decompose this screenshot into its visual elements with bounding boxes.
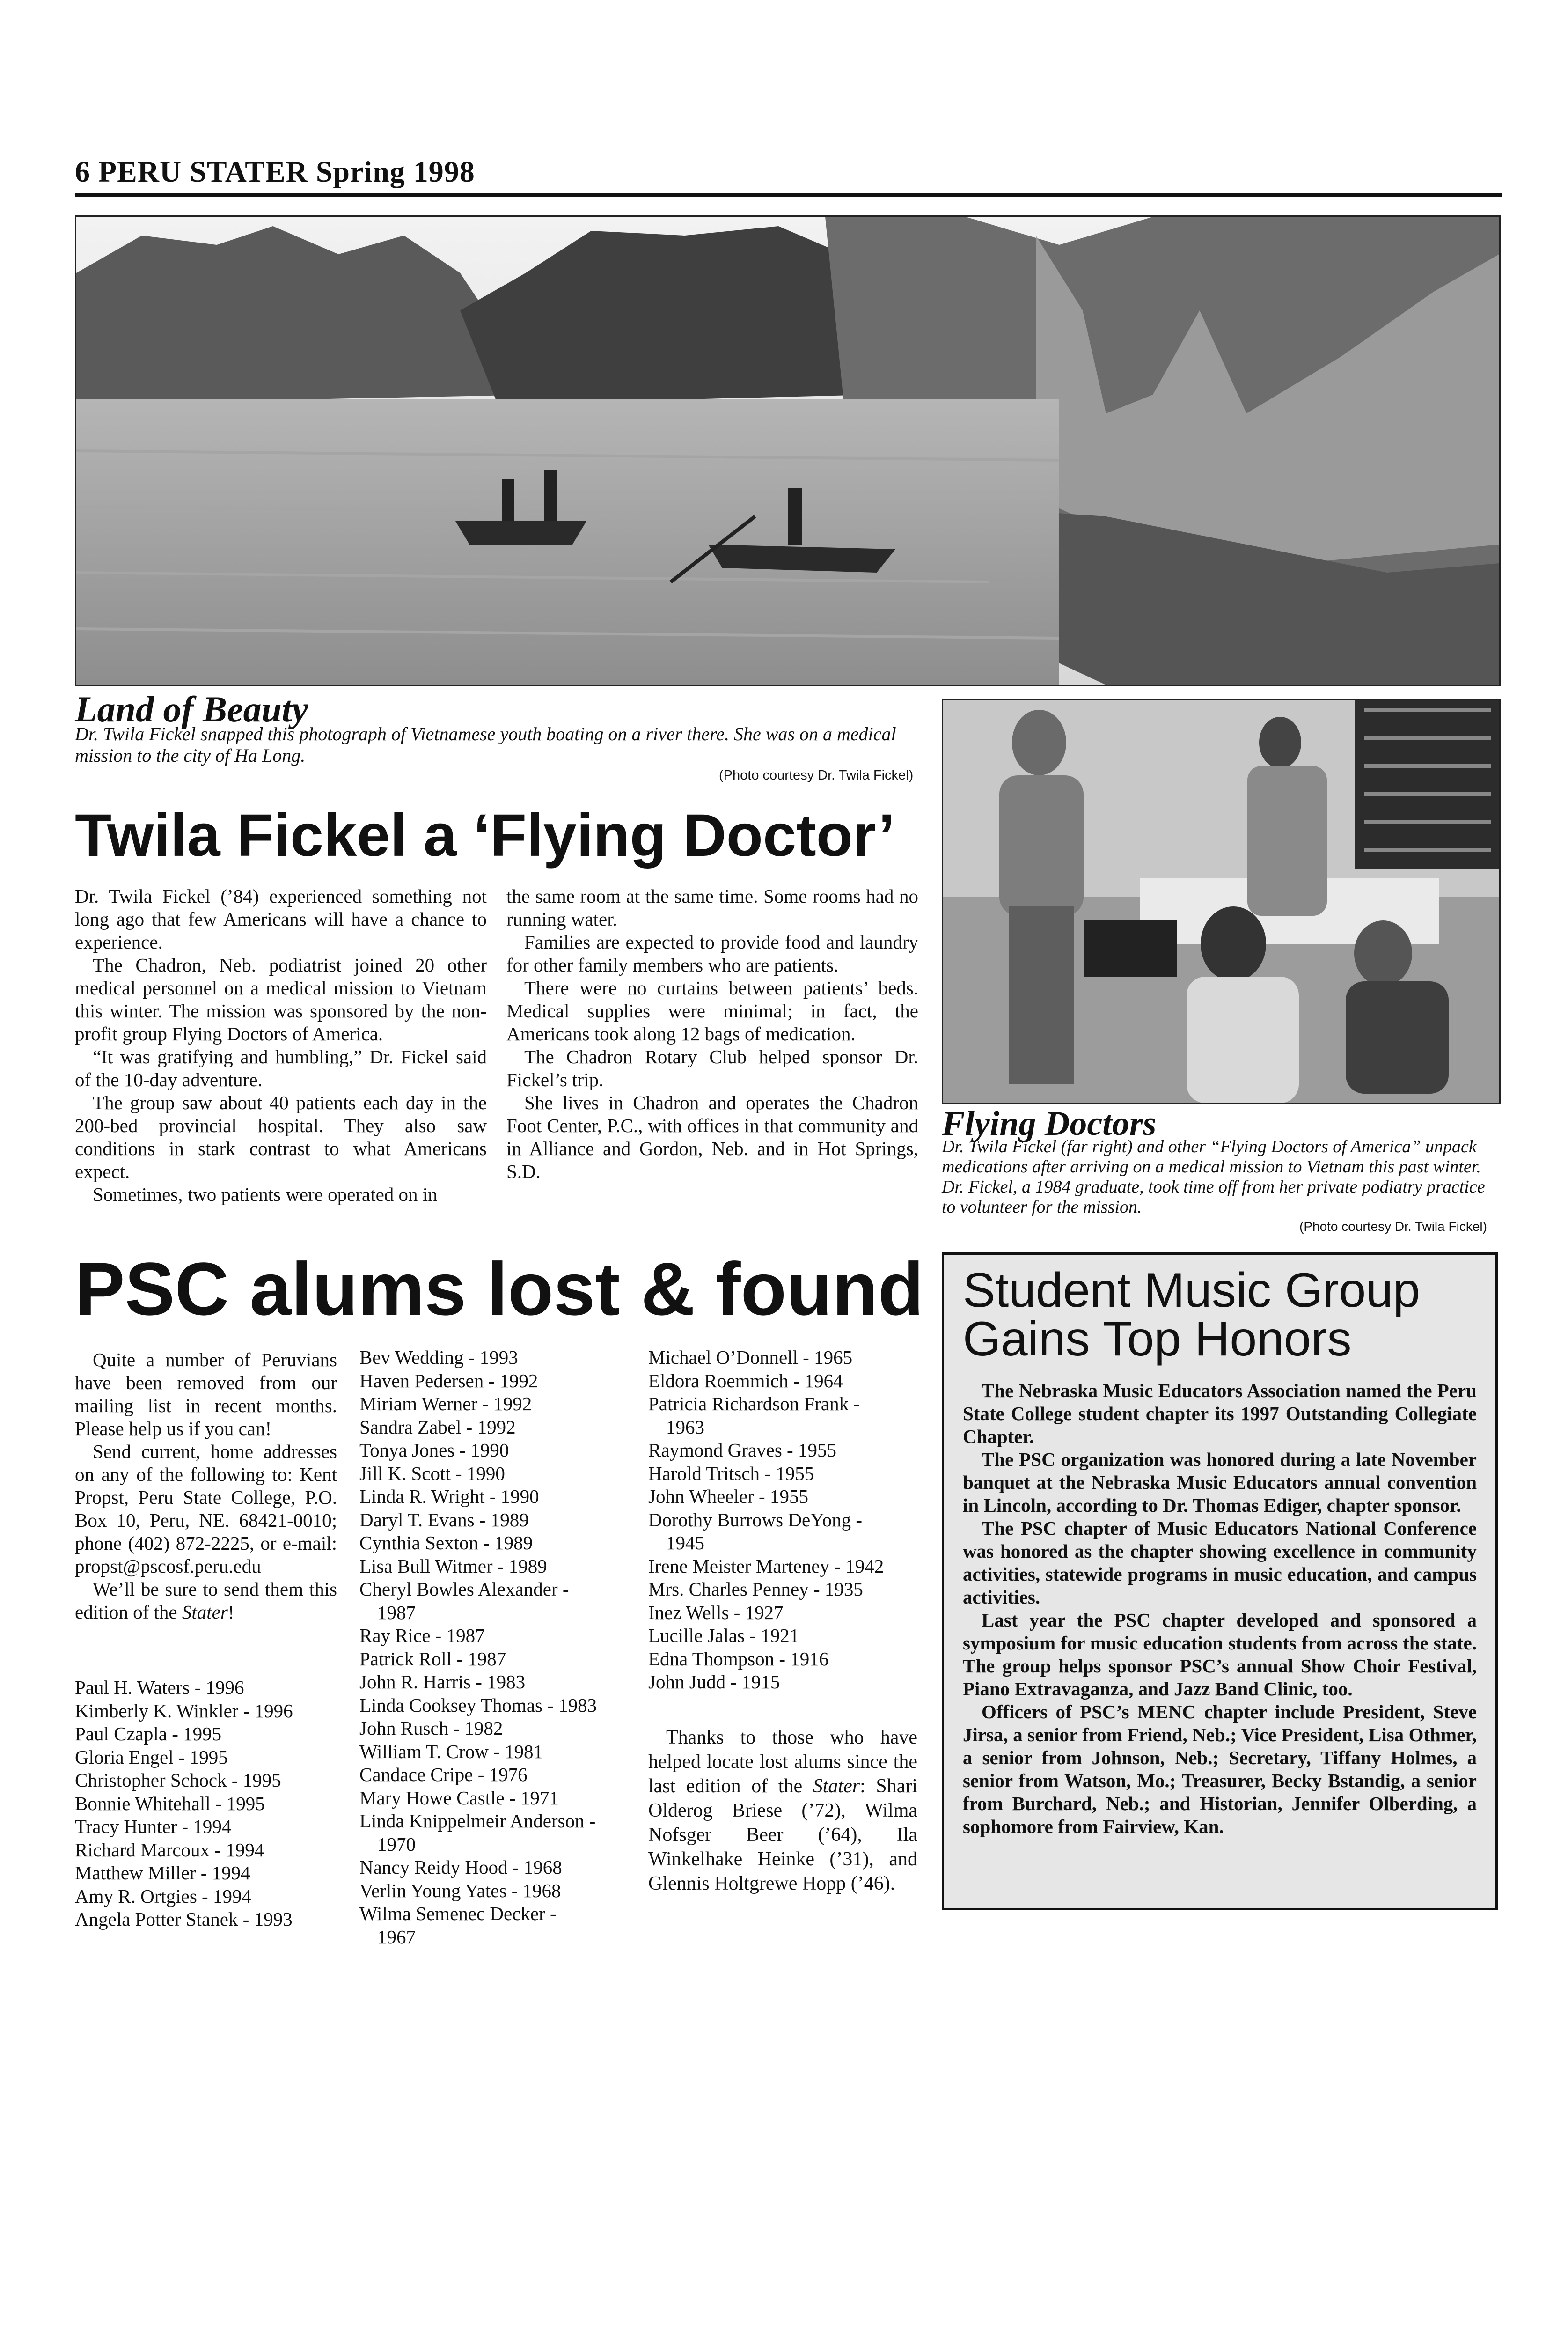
article-paragraph: “It was gratifying and humbling,” Dr. Fickel said of the 10-day adventure. [75, 1046, 487, 1090]
article-paragraph: Families are expected to provide food and laundry for other family members who are patients. [506, 931, 918, 976]
list-item: Gloria Engel - 1995 [75, 1746, 228, 1768]
list-item: Amy R. Ortgies - 1994 [75, 1885, 251, 1907]
list-item: Paul Czapla - 1995 [75, 1723, 222, 1745]
list-item: Linda Cooksey Thomas - 1983 [359, 1694, 597, 1716]
sidebar-paragraph: Last year the PSC chapter developed and sponsored a symposium for music education students from across the state. The group helps sponsor PSC’s annual Show Choir Festival, Piano Extravaganza, and Jazz Band Clinic, too. [963, 1609, 1477, 1700]
flying-doctors-credit: (Photo courtesy Dr. Twila Fickel) [1299, 1219, 1487, 1234]
alumni-list-1 [75, 1676, 337, 1931]
list-item: Mrs. Charles Penney - 1935 [648, 1578, 863, 1600]
lost-found-headline: PSC alums lost & found [75, 1247, 924, 1331]
list-item: Harold Tritsch - 1955 [648, 1462, 814, 1484]
list-item: Bev Wedding - 1993 [359, 1347, 518, 1368]
article-paragraph: There were no curtains between patients’ beds. Medical supplies were minimal; in fact, the Americans took along 12 bags of medication. [506, 977, 918, 1045]
intro-paragraph: We’ll be sure to send them this edition of the Stater! [75, 1578, 337, 1623]
flying-doctor-column-2 [506, 885, 918, 1183]
list-item: 1963 [666, 1416, 704, 1438]
list-item: Linda R. Wright - 1990 [359, 1486, 539, 1507]
list-item: 1945 [666, 1532, 704, 1553]
list-item: Haven Pedersen - 1992 [359, 1369, 538, 1391]
article-paragraph: Dr. Twila Fickel (’84) experienced something not long ago that few Americans will have a chance to experience. [75, 885, 487, 953]
list-item: Irene Meister Marteney - 1942 [648, 1555, 884, 1577]
list-item: Angela Potter Stanek - 1993 [75, 1908, 293, 1930]
article-paragraph: the same room at the same time. Some rooms had no running water. [506, 885, 918, 930]
land-of-beauty-credit: (Photo courtesy Dr. Twila Fickel) [719, 768, 914, 783]
sidebar-paragraph: Officers of PSC’s MENC chapter include President, Steve Jirsa, a senior from Friend, Neb.; Vice President, Lisa Othmer, a senior from Johnson, Neb.; Secretary, Tiffany Holmes, a senior from Watson, Mo.; Treasurer, Becky Bstandig, a senior from Burchard, Neb.; and Historian, Jennifer Olberding, a sophomore from Fairview, Kan. [963, 1701, 1477, 1837]
header-rule [75, 193, 1502, 197]
flying-doctors-caption-title: Flying Doctors [942, 1104, 1157, 1143]
list-item: Tracy Hunter - 1994 [75, 1816, 232, 1837]
list-item: Patricia Richardson Frank - [648, 1393, 860, 1414]
list-item: Tonya Jones - 1990 [359, 1439, 509, 1461]
list-item: Nancy Reidy Hood - 1968 [359, 1856, 562, 1878]
flying-doctor-column-1 [75, 885, 487, 1206]
sidebar-paragraph: The PSC chapter of Music Educators National Conference was honored as the chapter showing excellence in community activities, statewide programs in music education, and campus activities. [963, 1517, 1477, 1608]
lost-found-intro [75, 1348, 337, 1624]
list-item: Candace Cripe - 1976 [359, 1764, 528, 1785]
sidebar-headline: Student Music Group Gains Top Honors [963, 1263, 1420, 1366]
sidebar-paragraph: The Nebraska Music Educators Association named the Peru State College student chapter its 1997 Outstanding Collegiate Chapter. [963, 1380, 1477, 1447]
list-item: Sandra Zabel - 1992 [359, 1416, 516, 1438]
list-item: Richard Marcoux - 1994 [75, 1839, 264, 1861]
list-item: Jill K. Scott - 1990 [359, 1462, 505, 1484]
list-item: Miriam Werner - 1992 [359, 1393, 532, 1414]
article-paragraph: The group saw about 40 patients each day in the 200-bed provincial hospital. They also saw conditions in stark contrast to what Americans expect. [75, 1092, 487, 1182]
intro-paragraph: Quite a number of Peruvians have been removed from our mailing list in recent months. Please help us if you can! [75, 1349, 337, 1439]
list-item: Lucille Jalas - 1921 [648, 1625, 799, 1646]
list-item: Wilma Semenec Decker - [359, 1903, 557, 1924]
list-item: John Wheeler - 1955 [648, 1486, 808, 1507]
list-item: Paul H. Waters - 1996 [75, 1677, 244, 1698]
list-item: Lisa Bull Witmer - 1989 [359, 1555, 547, 1577]
list-item: Christopher Schock - 1995 [75, 1769, 281, 1791]
list-item: William T. Crow - 1981 [359, 1740, 543, 1762]
list-item: Patrick Roll - 1987 [359, 1648, 506, 1670]
list-item: Michael O’Donnell - 1965 [648, 1347, 853, 1368]
list-item: Verlin Young Yates - 1968 [359, 1879, 561, 1901]
flying-doctors-photo [942, 699, 1501, 1104]
list-item: Dorothy Burrows DeYong - [648, 1509, 863, 1531]
flying-doctors-caption: Dr. Twila Fickel (far right) and other “Flying Doctors of America” unpack medications after arriving on a medical mission to Vietnam this past winter. Dr. Fickel, a 1984 graduate, took time off from her private podiatry practice to volunteer for the mission. [942, 1137, 1485, 1217]
article-paragraph: She lives in Chadron and operates the Chadron Foot Center, P.C., with offices in that community and in Alliance and Gordon, Neb. and in Hot Springs, S.D. [506, 1092, 918, 1182]
sidebar-paragraph: The PSC organization was honored during a late November banquet at the Nebraska Music Educators annual convention in Lincoln, according to Dr. Thomas Ediger, chapter sponsor. [963, 1449, 1477, 1516]
list-item: Linda Knippelmeir Anderson - [359, 1810, 596, 1832]
list-item: Daryl T. Evans - 1989 [359, 1509, 529, 1531]
list-item: Bonnie Whitehall - 1995 [75, 1792, 265, 1814]
land-of-beauty-caption: Dr. Twila Fickel snapped this photograph of Vietnamese youth boating on a river there. She was on a medical mission to the city of Ha Long. [75, 723, 896, 766]
list-item: Ray Rice - 1987 [359, 1625, 485, 1646]
list-item: 1970 [377, 1833, 416, 1855]
intro-paragraph: Send current, home addresses on any of the following to: Kent Propst, Peru State College, P.O. Box 10, Peru, NE. 68421-0010; phone (402) 872-2225, or e-mail: propst@pscosf.peru.edu [75, 1441, 337, 1577]
article-paragraph: Sometimes, two patients were operated on in [93, 1184, 438, 1205]
list-item: Eldora Roemmich - 1964 [648, 1369, 843, 1391]
list-item: Inez Wells - 1927 [648, 1601, 784, 1623]
list-item: Mary Howe Castle - 1971 [359, 1787, 559, 1809]
list-item: Kimberly K. Winkler - 1996 [75, 1700, 293, 1722]
page-header: 6 PERU STATER Spring 1998 [75, 155, 475, 188]
land-of-beauty-photo [75, 215, 1501, 686]
alumni-list-2 [359, 1346, 640, 1949]
list-item: 1987 [377, 1601, 416, 1623]
list-item: Cheryl Bowles Alexander - [359, 1578, 569, 1600]
music-group-sidebar [942, 1252, 1498, 1910]
alumni-list-3 [648, 1346, 920, 1694]
list-item: Raymond Graves - 1955 [648, 1439, 836, 1461]
thanks-paragraph: Thanks to those who have helped locate lost alums since the last edition of the Stater: Shari Olderog Briese (’72), Wilma Nofsger Beer (’64), Ila Winkelhake Heinke (’31), and Glennis Holtgrewe Hopp (’46). [648, 1727, 917, 1894]
article-paragraph: The Chadron Rotary Club helped sponsor Dr. Fickel’s trip. [506, 1046, 918, 1090]
list-item: John Judd - 1915 [648, 1671, 780, 1693]
list-item: Edna Thompson - 1916 [648, 1648, 829, 1670]
list-item: John R. Harris - 1983 [359, 1671, 526, 1693]
list-item: John Rusch - 1982 [359, 1717, 503, 1739]
flying-doctor-headline: Twila Fickel a ‘Flying Doctor’ [75, 802, 895, 869]
list-item: 1967 [377, 1926, 416, 1948]
article-paragraph: The Chadron, Neb. podiatrist joined 20 other medical personnel on a medical mission to Vietnam this winter. The mission was sponsored by the non-profit group Flying Doctors of America. [75, 954, 487, 1045]
land-of-beauty-caption-title: Land of Beauty [75, 689, 308, 729]
list-item: Cynthia Sexton - 1989 [359, 1532, 533, 1553]
list-item: Matthew Miller - 1994 [75, 1862, 250, 1884]
